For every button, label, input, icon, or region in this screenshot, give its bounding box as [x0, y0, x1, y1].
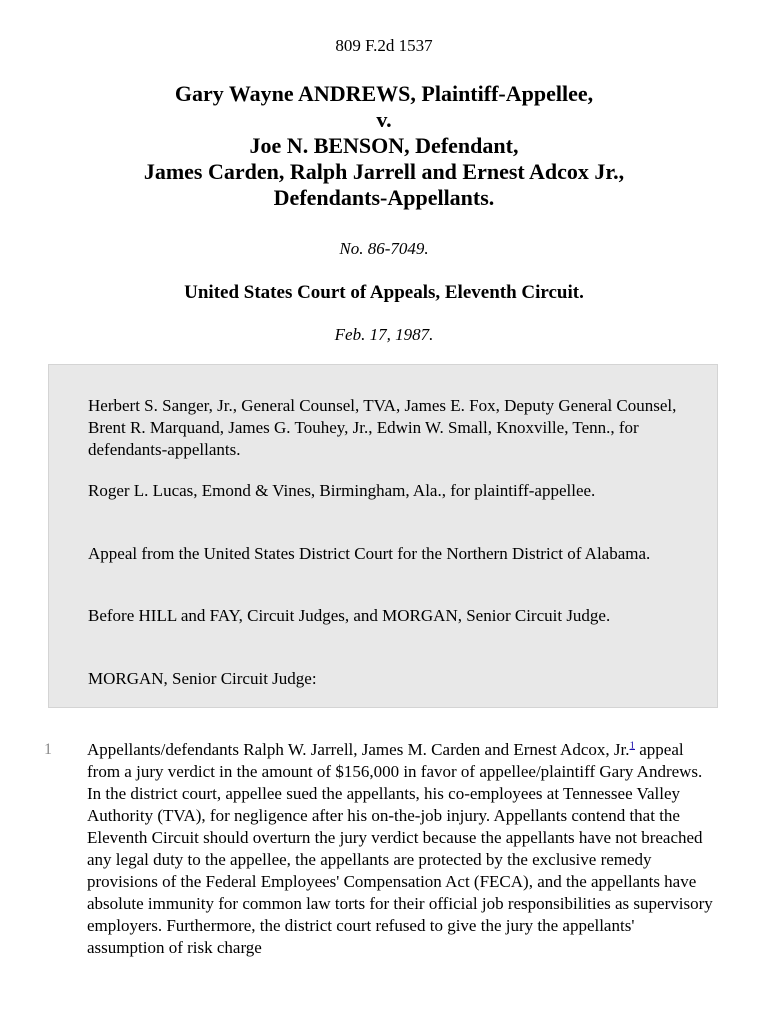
case-caption	[0, 81, 768, 211]
opinion-text-rest: appeal from a jury verdict in the amount of $156,000 in favor of appellee/plaintiff Gary Andrews. In the district court, appellee sued the appellants, his co-employees at Tennessee Valley Authority (TVA), for negligence after his on-the-job injury. Appellants contend that the Eleventh Circuit should overturn the jury verdict because the appellants have not breached any legal duty to the appellee, the appellants are protected by the exclusive remedy provisions of the Federal Employees' Compensation Act (FECA), and the appellants have absolute immunity for common law torts for their official job responsibilities as supervisory employers. Furthermore, the district court refused to give the jury the appellants' assumption of risk charge	[87, 740, 713, 957]
caption-defendants-names: James Carden, Ralph Jarrell and Ernest Adcox Jr.,	[143, 159, 625, 184]
caption-versus: v.	[376, 107, 392, 132]
opinion-text-start: Appellants/defendants Ralph W. Jarrell, James M. Carden and Ernest Adcox, Jr.	[87, 740, 630, 759]
footnote-link[interactable]: 1	[629, 739, 635, 752]
appeal-from: Appeal from the United States District Court for the Northern District of Alabama.	[88, 544, 651, 563]
case-header-box	[48, 364, 718, 708]
caption-plaintiff: Gary Wayne ANDREWS, Plaintiff-Appellee,	[174, 81, 594, 106]
counsel-appellants: Herbert S. Sanger, Jr., General Counsel, TVA, James E. Fox, Deputy General Counsel, Brent R. Marquand, James G. Touhey, Jr., Edwin W. Small, Knoxville, Tenn., for defendants-appellants.	[88, 396, 677, 459]
reporter-citation: 809 F.2d 1537	[335, 36, 433, 55]
decision-date: Feb. 17, 1987.	[334, 325, 434, 344]
panel-judges: Before HILL and FAY, Circuit Judges, and MORGAN, Senior Circuit Judge.	[88, 606, 611, 625]
caption-defendants-role: Defendants-Appellants.	[273, 185, 495, 210]
opinion-author: MORGAN, Senior Circuit Judge:	[88, 669, 317, 688]
opinion-paragraph	[87, 739, 713, 959]
court-name: United States Court of Appeals, Eleventh Circuit.	[184, 282, 584, 303]
paragraph-number: 1	[44, 741, 52, 758]
caption-defendant: Joe N. BENSON, Defendant,	[249, 133, 519, 158]
docket-number: No. 86-7049.	[339, 239, 429, 258]
counsel-appellee: Roger L. Lucas, Emond & Vines, Birmingham, Ala., for plaintiff-appellee.	[88, 481, 596, 500]
